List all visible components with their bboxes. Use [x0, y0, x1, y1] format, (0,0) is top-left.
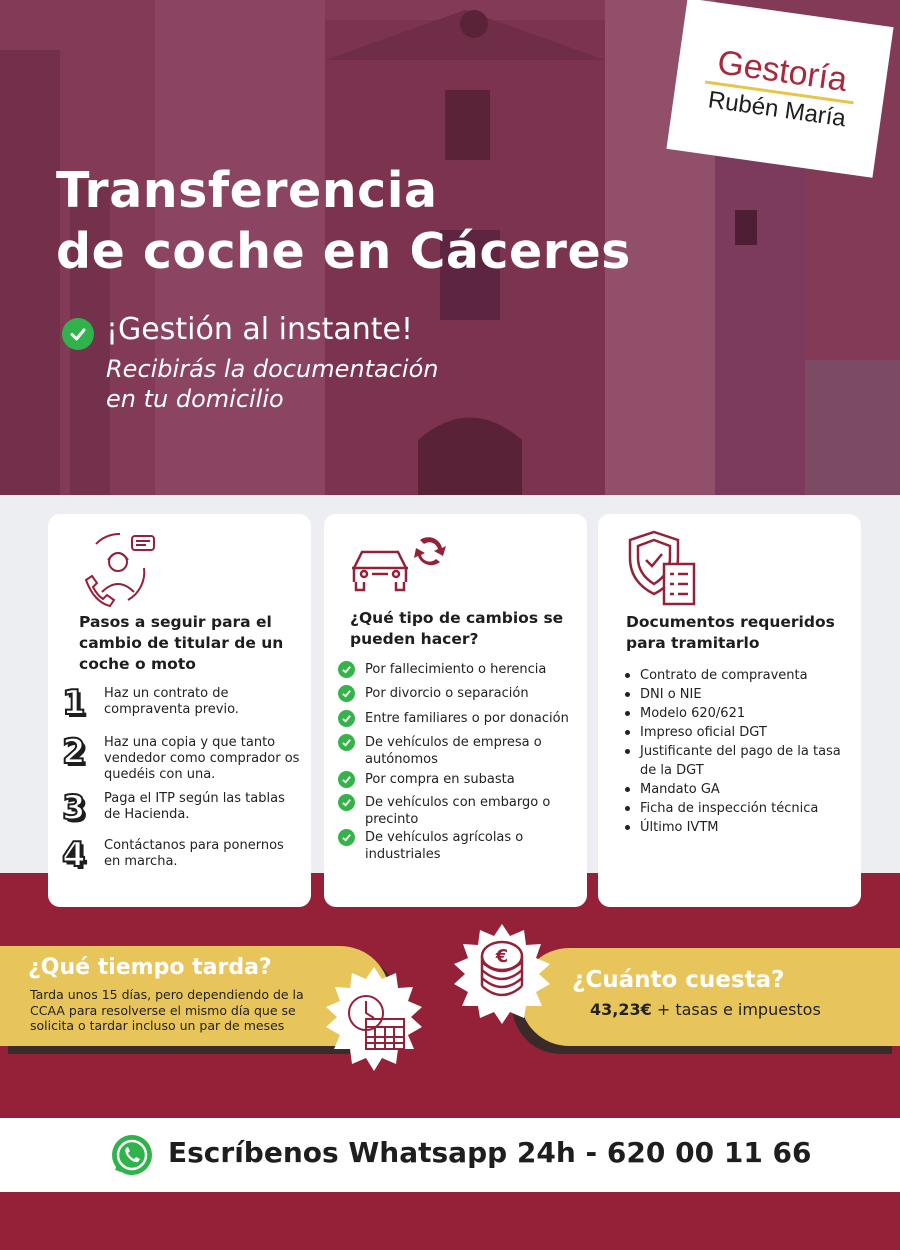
documents-title: Documentos requeridos para tramitarlo	[626, 613, 835, 652]
logo-line2: Rubén María	[706, 85, 848, 132]
change-item	[338, 685, 574, 702]
whatsapp-contact-text[interactable]: Escríbenos Whatsapp 24h - 620 00 11 66	[168, 1136, 812, 1169]
check-icon	[338, 710, 355, 727]
support-agent-icon	[80, 522, 160, 608]
document-item: Último IVTM	[622, 818, 847, 837]
gestoria-logo	[673, 5, 887, 171]
shield-document-icon	[626, 528, 698, 608]
changes-card	[324, 514, 587, 907]
step-number: 3	[62, 788, 86, 828]
check-icon	[338, 734, 355, 751]
document-item: DNI o NIE	[622, 685, 847, 704]
step-text: Paga el ITP según las tablas de Hacienda.	[104, 791, 285, 822]
step-text: Haz un contrato de compraventa previo.	[104, 686, 239, 717]
hero-title-line1: Transferencia	[56, 162, 438, 219]
step-number: 2	[62, 732, 86, 772]
documents-list	[622, 666, 847, 837]
svg-text:€: €	[495, 946, 509, 967]
step-text: Haz una copia y que tanto vendedor como comprador os quedéis con una.	[104, 735, 300, 782]
document-item: Impreso oficial DGT	[622, 723, 847, 742]
step-item	[62, 835, 302, 875]
change-text: Por divorcio o separación	[365, 686, 529, 701]
change-item	[338, 829, 574, 863]
cost-price: 43,23€	[590, 1000, 652, 1019]
change-item	[338, 710, 574, 727]
change-text: De vehículos agrícolas o industriales	[365, 830, 524, 862]
time-text: Tarda unos 15 días, pero dependiendo de la CCAA para resolverse el mismo día que se solicita o tardar incluso un par de meses	[30, 987, 304, 1033]
change-text: Por fallecimiento o herencia	[365, 662, 547, 677]
step-text: Contáctanos para ponernos en marcha.	[104, 838, 284, 869]
euro-coins-icon	[450, 922, 554, 1026]
hero-title-line2: de coche en Cáceres	[56, 223, 631, 280]
hero-subtitle: ¡Gestión al instante!	[106, 312, 414, 347]
check-icon	[338, 661, 355, 678]
cost-panel	[520, 948, 900, 1046]
cost-extra: + tasas e impuestos	[651, 1000, 821, 1019]
document-item: Contrato de compraventa	[622, 666, 847, 685]
step-item	[62, 788, 302, 828]
document-item: Modelo 620/621	[622, 704, 847, 723]
cost-title: ¿Cuánto cuesta?	[572, 967, 785, 993]
step-number: 4	[62, 835, 86, 875]
steps-card	[48, 514, 311, 907]
change-item	[338, 771, 574, 788]
check-icon	[62, 318, 94, 350]
check-icon	[338, 685, 355, 702]
change-text: De vehículos de empresa o autónomos	[365, 735, 542, 767]
step-item	[62, 683, 302, 723]
calendar-clock-icon	[318, 965, 430, 1077]
bottom-band	[0, 1192, 900, 1250]
car-swap-icon	[348, 524, 448, 596]
document-item: Ficha de inspección técnica	[622, 799, 847, 818]
change-item	[338, 661, 574, 678]
document-item: Justificante del pago de la tasa de la DGT	[622, 742, 847, 780]
change-text: Por compra en subasta	[365, 772, 515, 787]
whatsapp-icon[interactable]	[110, 1133, 154, 1177]
hero-italic-line2: en tu domicilio	[106, 385, 284, 413]
check-icon	[338, 829, 355, 846]
step-number: 1	[62, 683, 86, 723]
document-item: Mandato GA	[622, 780, 847, 799]
step-item	[62, 732, 302, 783]
cost-price-line	[590, 1000, 821, 1019]
hero-banner	[0, 0, 900, 495]
change-text: Entre familiares o por donación	[365, 711, 569, 726]
hero-italic-line1: Recibirás la documentación	[106, 355, 439, 383]
logo-line1: Gestoría	[715, 42, 850, 99]
change-item	[338, 794, 574, 828]
time-title: ¿Qué tiempo tarda?	[28, 955, 272, 980]
hero-italic-text	[106, 354, 438, 414]
hero-title	[56, 160, 631, 282]
steps-title: Pasos a seguir para el cambio de titular de un coche o moto	[79, 613, 284, 673]
documents-card	[598, 514, 861, 907]
change-item	[338, 734, 574, 768]
check-icon	[338, 771, 355, 788]
changes-title: ¿Qué tipo de cambios se pueden hacer?	[350, 609, 564, 648]
check-icon	[338, 794, 355, 811]
change-text: De vehículos con embargo o precinto	[365, 795, 551, 827]
